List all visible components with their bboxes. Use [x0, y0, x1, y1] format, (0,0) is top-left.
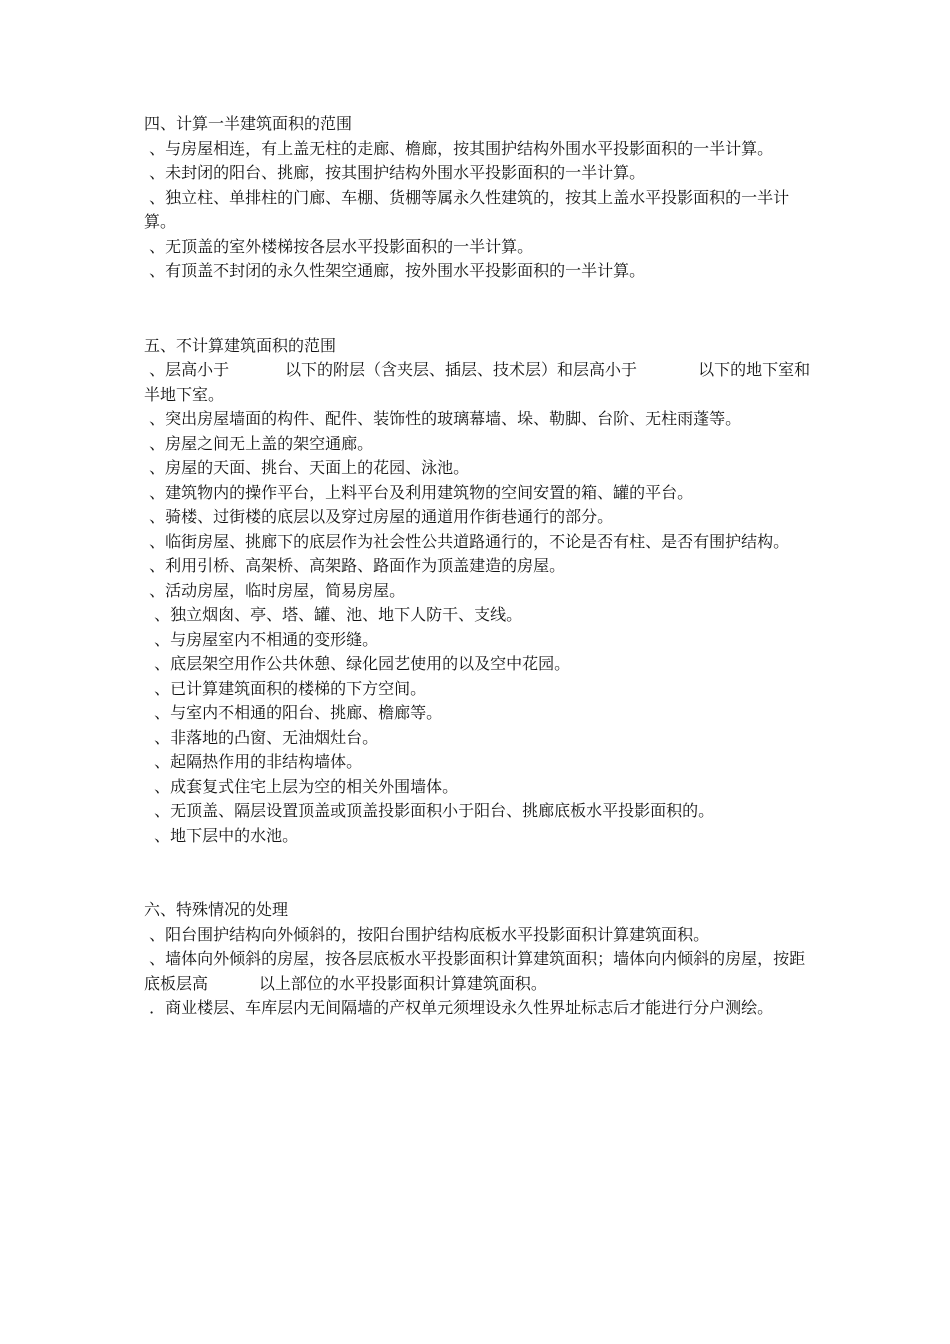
list-item: 、独立烟囱、亭、塔、罐、池、地下人防干、支线。 — [144, 605, 523, 624]
list-item: 、与房屋室内不相通的变形缝。 — [144, 629, 379, 649]
list-item: 、地下层中的水池。 — [144, 825, 299, 845]
list-item: 、有顶盖不封闭的永久性架空通廊，按外围水平投影面积的一半计算。 — [144, 261, 646, 280]
list-item: 、房屋的天面、挑台、天面上的花园、泳池。 — [144, 458, 470, 477]
list-item: 、非落地的凸窗、无油烟灶台。 — [144, 727, 379, 747]
document-page — [144, 112, 814, 1021]
list-item: 、起隔热作用的非结构墙体。 — [144, 752, 363, 771]
list-item: 、未封闭的阳台、挑廊，按其围护结构外围水平投影面积的一半计算。 — [144, 163, 646, 182]
list-item: ．商业楼层、车库层内无间隔墙的产权单元须埋设永久性界址标志后才能进行分户测绘。 — [144, 998, 774, 1017]
list-item: 、无顶盖、隔层设置顶盖或顶盖投影面积小于阳台、挑廊底板水平投影面积的。 — [144, 801, 715, 820]
list-item: 、无顶盖的室外楼梯按各层水平投影面积的一半计算。 — [144, 236, 534, 256]
list-item: 、突出房屋墙面的构件、配件、装饰性的玻璃幕墙、垛、勒脚、台阶、无柱雨蓬等。 — [144, 409, 742, 428]
list-item: 、阳台围护结构向外倾斜的，按阳台围护结构底板水平投影面积计算建筑面积。 — [144, 924, 710, 944]
list-item: 、临街房屋、挑廊下的底层作为社会性公共道路通行的，不论是否有柱、是否有围护结构。 — [144, 531, 790, 551]
section-excluded-area — [144, 334, 814, 849]
list-item: 、骑楼、过街楼的底层以及穿过房屋的通道用作街巷通行的部分。 — [144, 507, 614, 526]
list-item: 、利用引桥、高架桥、高架路、路面作为顶盖建造的房屋。 — [144, 556, 566, 575]
list-item: 、与房屋相连，有上盖无柱的走廊、檐廊，按其围护结构外围水平投影面积的一半计算。 — [144, 138, 774, 158]
section-heading: 五、不计算建筑面积的范围 — [144, 335, 337, 355]
list-item: 、已计算建筑面积的楼梯的下方空间。 — [144, 678, 427, 698]
section-heading: 四、计算一半建筑面积的范围 — [144, 114, 353, 133]
list-item: 、成套复式住宅上层为空的相关外围墙体。 — [144, 776, 459, 796]
section-special-cases — [144, 898, 814, 1021]
list-item: 、层高小于 以下的附层（含夹层、插层、技术层）和层高小于 以下的地下室和半地下室。 — [144, 360, 811, 404]
section-heading: 六、特殊情况的处理 — [144, 900, 289, 919]
list-item: 、独立柱、单排柱的门廊、车棚、货棚等属永久性建筑的，按其上盖水平投影面积的一半计算。 — [144, 187, 790, 231]
list-item: 、墙体向外倾斜的房屋，按各层底板水平投影面积计算建筑面积；墙体向内倾斜的房屋，按距底板层高 以上部位的水平投影面积计算建筑面积。 — [144, 949, 806, 993]
list-item: 、与室内不相通的阳台、挑廊、檐廊等。 — [144, 703, 443, 722]
section-half-area — [144, 112, 814, 284]
list-item: 、建筑物内的操作平台，上料平台及利用建筑物的空间安置的箱、罐的平台。 — [144, 482, 694, 502]
list-item: 、活动房屋，临时房屋，简易房屋。 — [144, 580, 406, 600]
list-item: 、房屋之间无上盖的架空通廊。 — [144, 433, 374, 453]
list-item: 、底层架空用作公共休憩、绿化园艺使用的以及空中花园。 — [144, 654, 571, 673]
